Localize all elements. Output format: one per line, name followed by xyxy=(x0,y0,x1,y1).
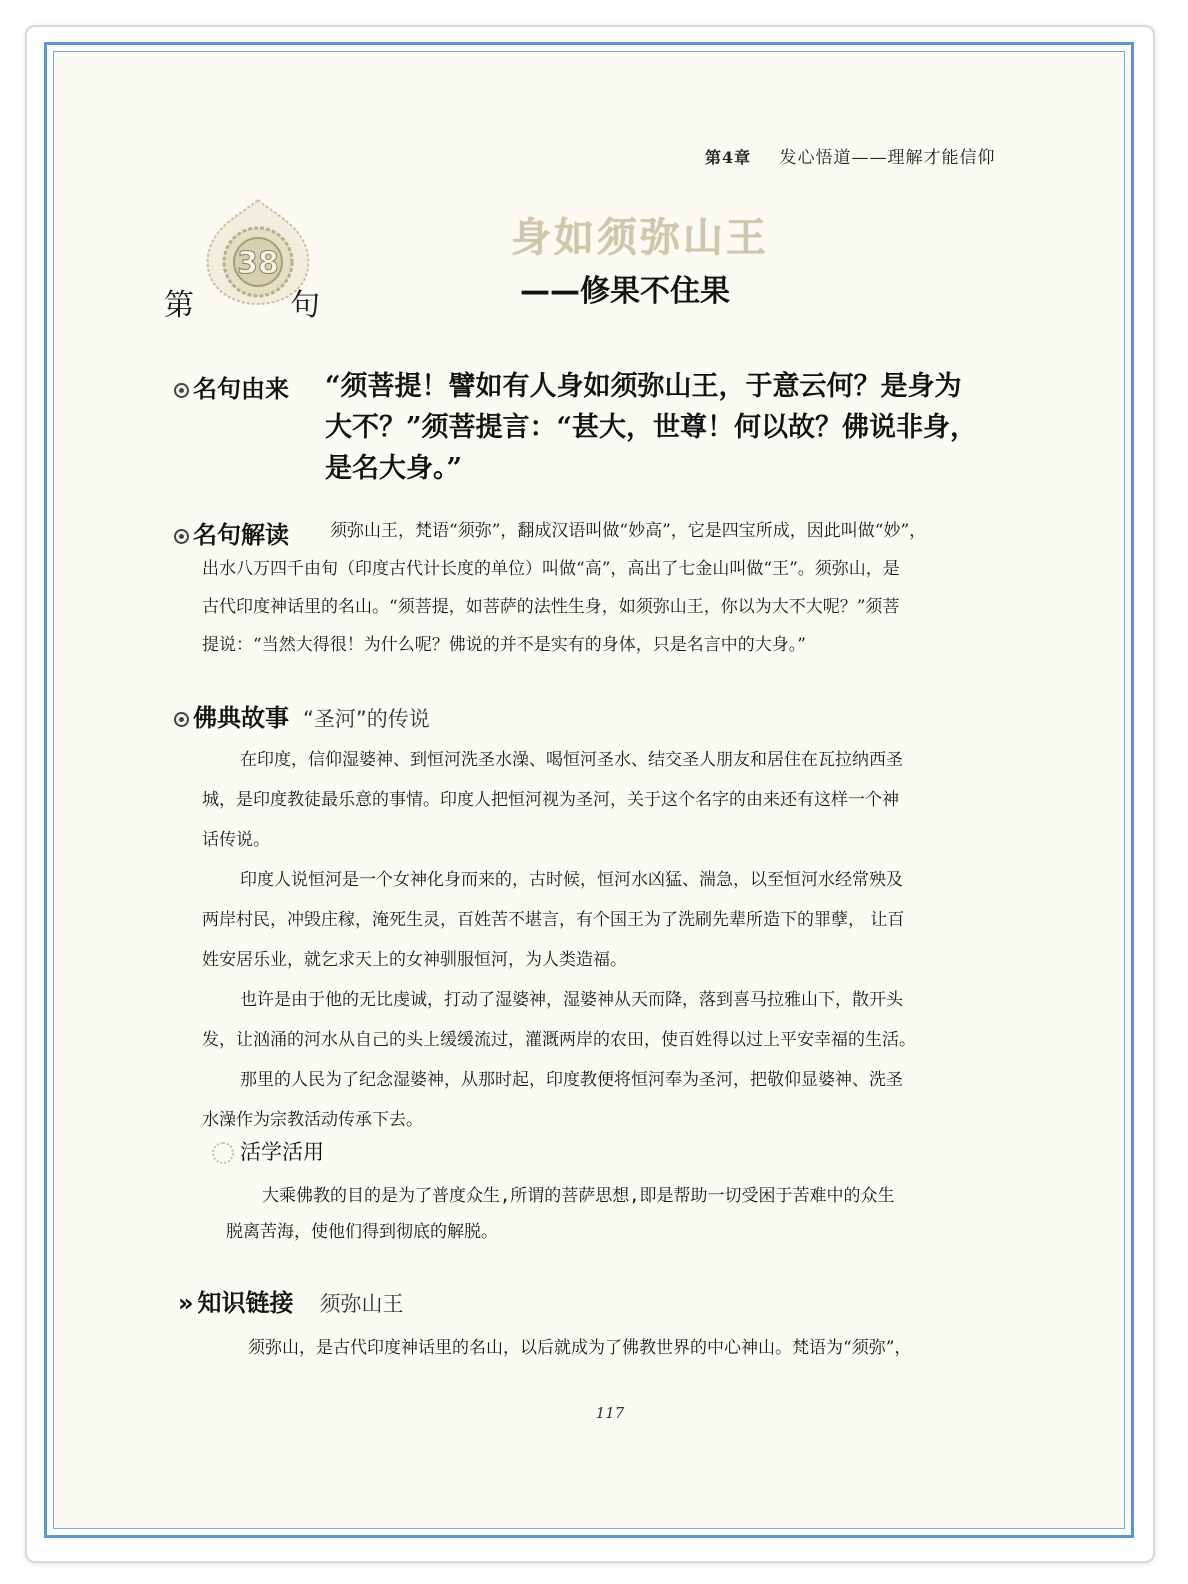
story-body xyxy=(202,740,916,1140)
origin-heading xyxy=(174,369,289,404)
knowledge-heading xyxy=(178,1283,404,1318)
paragraph-line: 出水八万四千由旬（印度古代计长度的单位）叫做“高”，高出了七金山叫做“王”。须弥山，是 xyxy=(202,559,900,579)
story-heading xyxy=(174,698,430,733)
paragraph-line: 姓安居乐业，就乞求天上的女神驯服恒河，为人类造福。 xyxy=(202,950,627,970)
apply-heading-label: 活学活用 xyxy=(240,1140,324,1164)
running-head xyxy=(705,143,996,168)
paragraph-line: 在印度，信仰湿婆神、到恒河洗圣水澡、喝恒河圣水、结交圣人朋友和居住在瓦拉纳西圣 xyxy=(240,750,903,770)
paragraph-line: 水澡作为宗教活动传承下去。 xyxy=(202,1110,423,1130)
chapter-title: 发心悟道——理解才能信仰 xyxy=(779,148,996,168)
story-title: “圣河”的传说 xyxy=(303,707,430,731)
page-number: 117 xyxy=(595,1404,625,1422)
quote-line: 大不？”须菩提言：“甚大，世尊！何以故？佛说非身， xyxy=(325,412,978,443)
paragraph-line: 话传说。 xyxy=(202,830,270,850)
paragraph-line: 发，让汹涌的河水从自己的头上缓缓流过，灌溉两岸的农田，使百姓得以过上平安幸福的生活。 xyxy=(202,1030,916,1050)
paragraph-line: 古代印度神话里的名山。“须菩提，如菩萨的法性生身，如须弥山王，你以为大不大呢？”须菩 xyxy=(202,597,900,617)
dotted-circle-icon xyxy=(212,1142,234,1164)
paragraph-line: 两岸村民，冲毁庄稼，淹死生灵，百姓苦不堪言，有个国王为了洗刷先辈所造下的罪孽， 让百 xyxy=(202,910,905,930)
apply-body xyxy=(226,1178,894,1250)
apply-heading xyxy=(212,1136,324,1166)
origin-heading-label: 名句由来 xyxy=(193,375,289,403)
circle-bullet-icon xyxy=(174,529,189,544)
paragraph-line: 大乘佛教的目的是为了普度众生,所谓的菩萨思想,即是帮助一切受困于苦难中的众生 xyxy=(262,1186,895,1206)
knowledge-body xyxy=(248,1334,911,1362)
page-subtitle: ——修果不住果 xyxy=(520,274,730,309)
paragraph-line: 印度人说恒河是一个女神化身而来的，古时候，恒河水凶猛、湍急，以至恒河水经常殃及 xyxy=(240,870,903,890)
quote-line: 是名大身。” xyxy=(325,453,463,484)
badge-number: 38 xyxy=(237,246,279,281)
badge-suffix: 句 xyxy=(290,288,320,323)
chapter-number: 第4章 xyxy=(705,148,752,167)
circle-bullet-icon xyxy=(174,712,189,727)
paragraph-line: 须弥山，是古代印度神话里的名山，以后就成为了佛教世界的中心神山。梵语为“须弥”， xyxy=(248,1338,912,1358)
quote-line: “须菩提！譬如有人身如须弥山王，于意云何？是身为 xyxy=(325,371,962,402)
interpretation-heading-label: 名句解读 xyxy=(193,521,289,549)
paragraph-line: 提说：“当然大得很！为什么呢？佛说的并不是实有的身体，只是名言中的大身。” xyxy=(202,635,806,655)
paragraph-line: 也许是由于他的无比虔诚，打动了湿婆神，湿婆神从天而降，落到喜马拉雅山下，散开头 xyxy=(240,990,903,1010)
circle-bullet-icon xyxy=(174,383,189,398)
origin-quote xyxy=(325,366,1025,489)
interpretation-heading xyxy=(174,515,289,550)
story-heading-label: 佛典故事 xyxy=(193,704,289,732)
page-title: 身如须弥山王 xyxy=(511,215,769,261)
interpretation-first-line xyxy=(330,512,926,550)
badge-prefix: 第 xyxy=(164,288,194,323)
paragraph-line: 脱离苦海，使他们得到彻底的解脱。 xyxy=(226,1222,498,1242)
paragraph-line: 城，是印度教徒最乐意的事情。印度人把恒河视为圣河，关于这个名字的由来还有这样一个神 xyxy=(202,790,899,810)
double-chevron-icon: » xyxy=(178,1289,194,1317)
paragraph-line: 那里的人民为了纪念湿婆神，从那时起，印度教便将恒河奉为圣河，把敬仰显婆神、洗圣 xyxy=(240,1070,903,1090)
knowledge-title: 须弥山王 xyxy=(319,1292,404,1316)
paragraph-line: 须弥山王，梵语“须弥”，翻成汉语叫做“妙高”，它是四宝所成，因此叫做“妙”， xyxy=(330,521,927,541)
interpretation-body xyxy=(202,550,900,664)
knowledge-heading-label: 知识链接 xyxy=(197,1289,294,1317)
